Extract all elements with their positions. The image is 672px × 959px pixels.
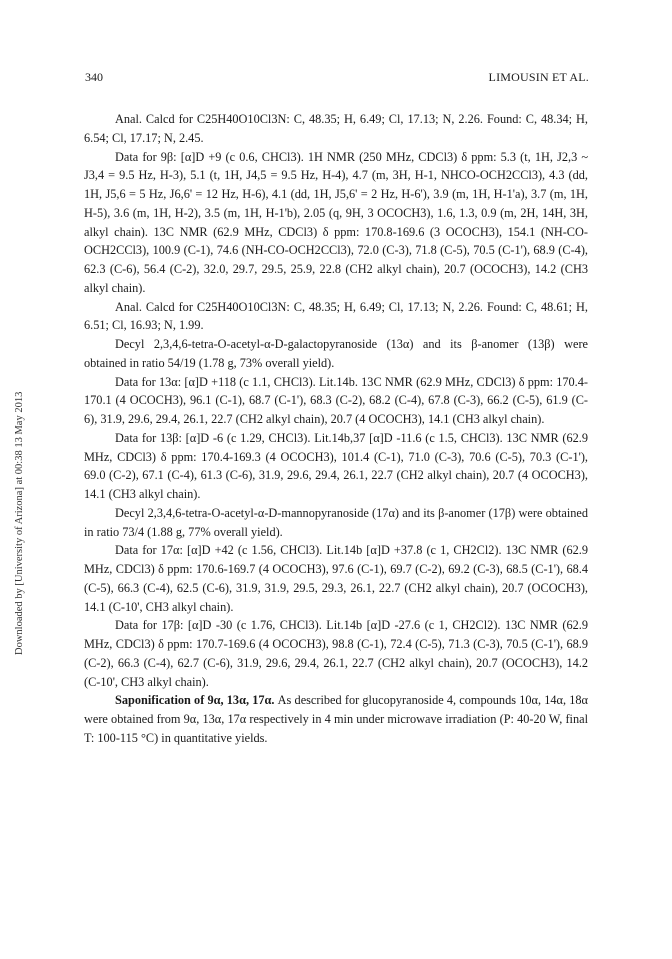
nmr-data-17-alpha: Data for 17α: [α]D +42 (c 1.56, CHCl3). Lit.14b [α]D +37.8 (c 1, CH2Cl2). 13C NMR (62.9 MHz, CDCl3) δ ppm: 170.6-169.7 (4 OCOCH3), 97.6 (C-1), 69.7 (C-2), 69.2 (C-3), 68.5 (C-1'), 68.4 (C-5), 66.3 (C-4), 62.5 (C-6), 31.9, 31.9, 29.5, 29.3, 26.1, 22.7 (CH2 alkyl chain), 20.7 (OCOCH3), 14.1 (C-10', CH3 alkyl chain). xyxy=(84,543,588,614)
mannopyranoside-paragraph: Decyl 2,3,4,6-tetra-O-acetyl-α-D-mannopyranoside (17α) and its β-anomer (17β) were obtained in ratio 73/4 (1.88 g, 77% overall yield). xyxy=(84,505,588,539)
nmr-data-13-alpha: Data for 13α: [α]D +118 (c 1.1, CHCl3). Lit.14b. 13C NMR (62.9 MHz, CDCl3) δ ppm: 170.4-170.1 (4 OCOCH3), 96.1 (C-1), 68.7 (C-1'), 68.3 (C-2), 68.2 (C-4), 67.8 (C-3), 66.2 (C-5), 61.9 (C-6), 31.9, 29.6, 29.4, 26.1, 22.7 (CH2 alkyl chain), 20.7 (4 OCOCH3), 14.1 (CH3 alkyl chain). xyxy=(84,374,588,426)
galactopyranoside-paragraph: Decyl 2,3,4,6-tetra-O-acetyl-α-D-galactopyranoside (13α) and its β-anomer (13β) were obtained in ratio 54/19 (1.78 g, 73% overall yield). xyxy=(84,337,588,370)
article-body xyxy=(84,110,588,748)
analysis-paragraph-1: Anal. Calcd for C25H40O10Cl3N: C, 48.35; H, 6.49; Cl, 17.13; N, 2.26. Found: C, 48.34; H, 6.54; Cl, 17.17; N, 2.45. xyxy=(84,112,588,145)
nmr-data-17-beta: Data for 17β: [α]D -30 (c 1.76, CHCl3). Lit.14b [α]D -27.6 (c 1, CH2Cl2). 13C NMR (62.9 MHz, CDCl3) δ ppm: 170.7-169.6 (4 OCOCH3), 98.8 (C-1), 72.4 (C-5), 71.3 (C-3), 70.5 (C-1'), 68.9 (C-2), 66.3 (C-4), 62.7 (C-6), 31.9, 29.6, 29.4, 26.1, 22.7 (CH2 alkyl chain), 20.7 (OCOCH3), 14.2 (C-10', CH3 alkyl chain). xyxy=(84,618,588,689)
saponification-paragraph xyxy=(84,691,588,747)
saponification-heading: Saponification of 9α, 13α, 17α. xyxy=(115,693,275,708)
download-watermark: Downloaded by [University of Arizona] at 00:38 13 May 2013 xyxy=(14,391,25,655)
running-head: LIMOUSIN ET AL. xyxy=(488,70,589,84)
page-number: 340 xyxy=(85,70,103,84)
page-header xyxy=(85,70,589,86)
saponification-text: As described for glucopyranoside 4, compounds 10α, 14α, 18α were obtained from 9α, 13α, 17α respectively in 4 min under microwave irradiation (P: 40-20 W, final T: 100-115 °C) in quantitative yields. xyxy=(84,693,588,745)
nmr-data-9-beta: Data for 9β: [α]D +9 (c 0.6, CHCl3). 1H NMR (250 MHz, CDCl3) δ ppm: 5.3 (t, 1H, J2,3 ~ J3,4 = 9.5 Hz, H-3), 5.1 (t, 1H, J4,5 = 9.5 Hz, H-4), 4.7 (m, 3H, H-1, NHCO-OCH2CCl3), 4.3 (dd, 1H, J5,6 = 5 Hz, J6,6' = 12 Hz, H-6), 4.1 (dd, 1H, J5,6' = 2 Hz, H-6'), 3.9 (m, 1H, H-1'a), 3.7 (m, 1H, H-5), 3.6 (m, 1H, H-2), 3.5 (m, 1H, H-1'b), 2.05 (q, 9H, 3 OCOCH3), 1.6, 1.3, 0.9 (m, 2H, 14H, 3H, alkyl chain). 13C NMR (62.9 MHz, CDCl3) δ ppm: 170.8-169.6 (3 OCOCH3), 154.1 (NH-CO-OCH2CCl3), 100.9 (C-1), 74.6 (NH-CO-OCH2CCl3), 72.0 (C-3), 71.8 (C-5), 70.5 (C-1'), 68.9 (C-4), 62.3 (C-6), 56.4 (C-2), 32.0, 29.7, 29.5, 25.9, 22.8 (CH2 alkyl chain), 20.7 (OCOCH3), 14.2 (CH3 alkyl chain). xyxy=(84,149,588,295)
nmr-data-13-beta: Data for 13β: [α]D -6 (c 1.29, CHCl3). Lit.14b,37 [α]D -11.6 (c 1.5, CHCl3). 13C NMR (62.9 MHz, CDCl3) δ ppm: 170.4-169.3 (4 OCOCH3), 101.4 (C-1), 71.0 (C-3), 70.6 (C-5), 70.3 (C-1'), 69.0 (C-2), 67.1 (C-4), 61.3 (C-6), 31.9, 29.6, 29.4, 26.1, 22.7 (CH2 alkyl chain), 20.7 (4 OCOCH3), 14.1 (CH3 alkyl chain). xyxy=(84,430,588,501)
analysis-paragraph-2: Anal. Calcd for C25H40O10Cl3N: C, 48.35; H, 6.49; Cl, 17.13; N, 2.26. Found: C, 48.61; H, 6.51; Cl, 16.93; N, 1.99. xyxy=(84,299,588,333)
